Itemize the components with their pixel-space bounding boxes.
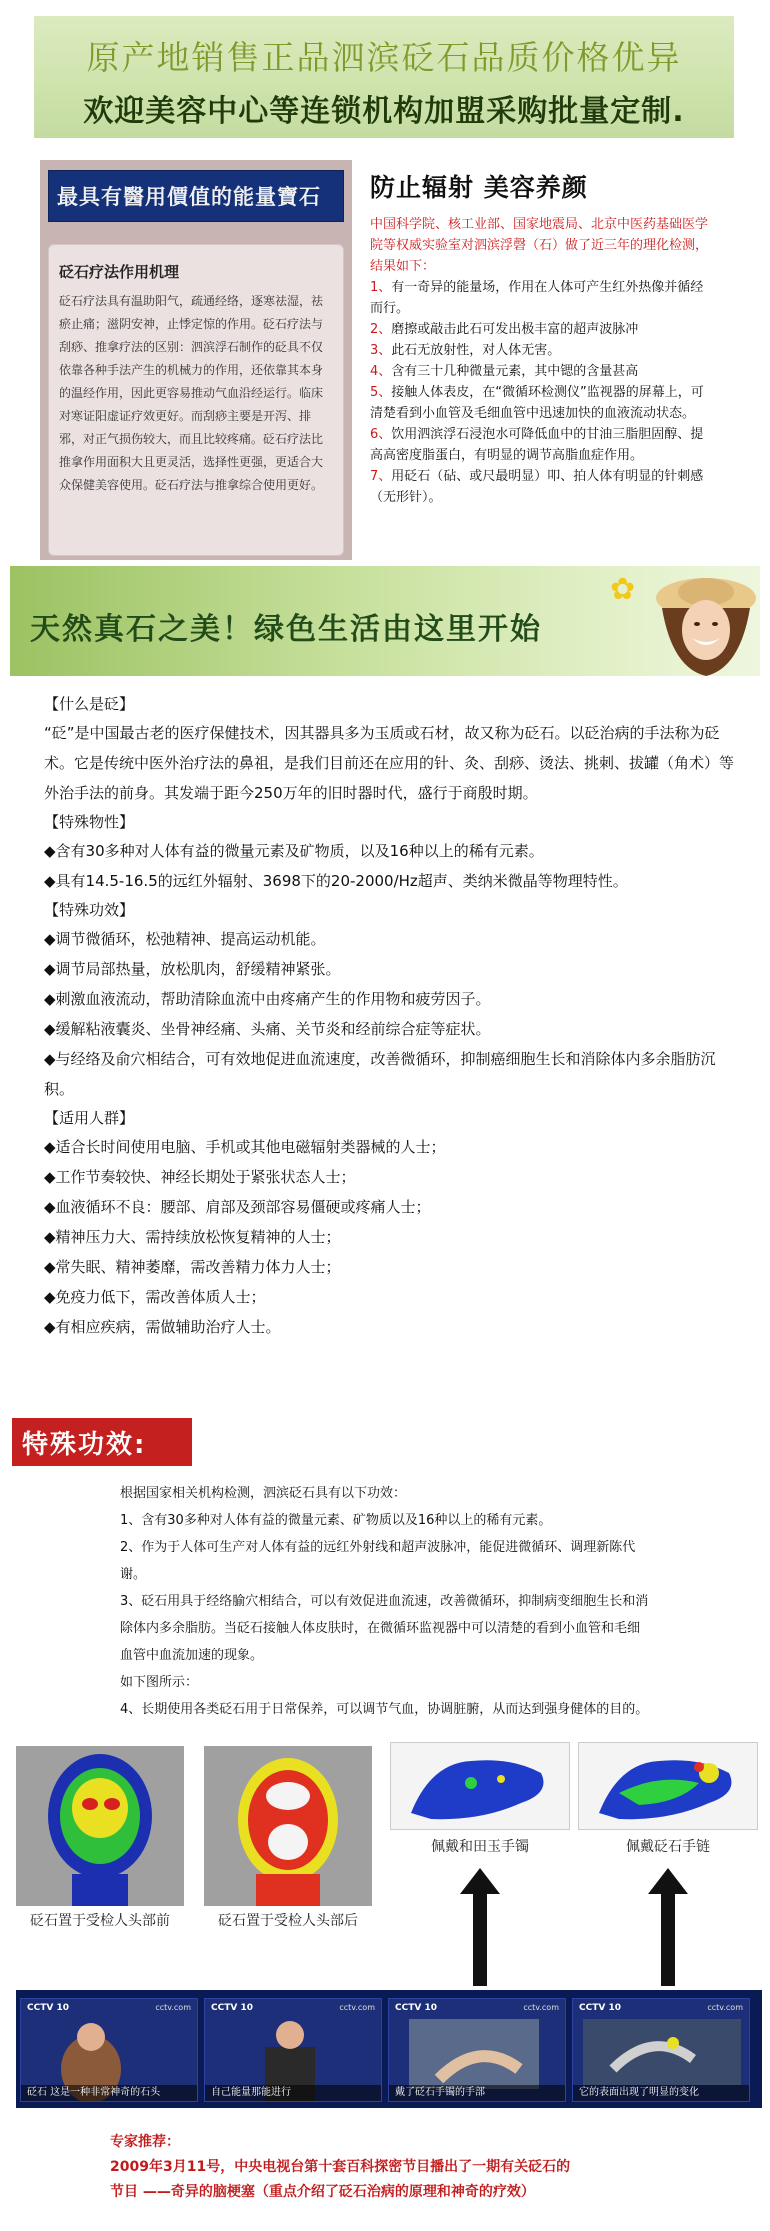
tv-caption: 砭石 这是一种非常神奇的石头 [21,2085,197,2101]
special-item: 1、含有30多种对人体有益的微量元素、矿物质以及16种以上的稀有元素。 [120,1513,552,1528]
hand-bian-caption: 佩戴砭石手链 [626,1839,710,1855]
special-effect-detail [120,1480,650,1723]
mechanism-card-body: 砭石疗法具有温助阳气，疏通经络，逐寒祛湿，祛瘀止痛；滋阴安神，止悸定惊的作用。砭石疗法与刮痧、推拿疗法的区别：泗滨浮石制作的砭具不仅依靠各种手法产生的机械力的作用，还依靠其本身的温经作用，因此更容易推动气血沿经运行。临床对寒证阳虚证疗效更好。而刮痧主要是开泻、排邪，对正气损伤较大，而且比较疼痛。砭石疗法比推拿作用面积大且更灵活，选择性更强，更适合大众保健美容使用。砭石疗法与推拿综合使用更好。 [59,294,324,492]
intro-item: 2、磨擦或敲击此石可发出极丰富的超声波脉冲 [370,322,639,337]
special-item: 如下图所示： [120,1675,199,1690]
tv-caption: 自己能量那能进行 [205,2085,381,2101]
section-paragraph: ◆精神压力大、需持续放松恢复精神的人士； [44,1228,341,1246]
banner-line-2: 欢迎美容中心等连锁机构加盟采购批量定制. [83,94,685,129]
hand-jade-caption: 佩戴和田玉手镯 [431,1839,529,1855]
smiling-woman-image [652,568,760,676]
special-intro: 根据国家相关机构检测，泗滨砭石具有以下功效： [120,1486,407,1501]
section-paragraph: ◆血液循环不良：腰部、肩部及颈部容易僵硬或疼痛人士； [44,1198,431,1216]
tv-frame: CCTV 10 cctv.com 戴了砭石手镯的手部 [388,1998,566,2102]
expert-recommendation [110,2130,710,2205]
expert-label: 专家推荐： [110,2134,180,2150]
intro-item: 6、饮用泗滨浮石浸泡水可降低血中的甘油三脂胆固醇、提高高密度脂蛋白，有明显的调节高脂血症作用。 [370,427,704,463]
intro-right-panel [370,168,712,508]
main-content [44,690,734,1342]
butterfly-icon: ✿ [610,572,636,607]
hand-bian-bracelet-image [578,1742,758,1830]
mechanism-card-title: 砭石疗法作用机理 [59,263,180,281]
section-paragraph: ◆工作节奏较快、神经长期处于紧张状态人士； [44,1168,356,1186]
special-item: 2、作为于人体可生产对人体有益的远红外射线和超声波脉冲，能促进微循环、调理新陈代谢。 [120,1540,636,1582]
section-paragraph: ◆刺激血液流动，帮助清除血流中由疼痛产生的作用物和疲劳因子。 [44,990,491,1008]
section-paragraph: ◆调节局部热量，放松肌肉，舒缓精神紧张。 [44,960,341,978]
medical-value-badge: 最具有醫用價值的能量寶石 [48,170,344,222]
section-paragraph: ◆含有30多种对人体有益的微量元素及矿物质，以及16种以上的稀有元素。 [44,842,544,860]
tv-caption: 戴了砭石手镯的手部 [389,2085,565,2101]
section-title: 【特殊功效】 [44,901,135,919]
intro-item: 3、此石无放射性，对人体无害。 [370,343,561,358]
expert-line: 节目 ——奇异的脑梗塞（重点介绍了砭石治病的原理和神奇的疗效） [110,2184,535,2200]
thermal-image-after [204,1746,372,1906]
expert-line: 2009年3月11号，中央电视台第十套百科探密节目播出了一期有关砭石的 [110,2159,571,2175]
section-paragraph: ◆适合长时间使用电脑、手机或其他电磁辐射类器械的人士； [44,1138,446,1156]
hand-jade-bracelet-image [390,1742,570,1830]
section-paragraph: ◆调节微循环，松弛精神、提高运动机能。 [44,930,326,948]
section-paragraph: ◆缓解粘液囊炎、坐骨神经痛、头痛、关节炎和经前综合症等症状。 [44,1020,491,1038]
intro-item: 1、有一奇异的能量场，作用在人体可产生红外热像并循经而行。 [370,280,704,316]
section-title: 【适用人群】 [44,1109,135,1127]
intro-left-panel [40,160,352,560]
tv-screenshot-strip [16,1990,762,2108]
intro-right-heading: 防止辐射 美容养颜 [370,173,588,202]
intro-right-lead: 中国科学院、核工业部、国家地震局、北京中医药基础医学院等权威实验室对泗滨浮磬（石）做了近三年的理化检测，结果如下： [370,217,709,274]
arrow-up-icon [648,1868,688,1986]
tv-frame: CCTV 10 cctv.com 自己能量那能进行 [204,1998,382,2102]
intro-item: 5、接触人体表皮，在“微循环检测仪”监视器的屏幕上，可清楚看到小血管及毛细血管中迅速加快的血液流动状态。 [370,385,704,421]
special-item: 4、长期使用各类砭石用于日常保养，可以调节气血，协调脏腑，从而达到强身健体的目的。 [120,1702,649,1717]
mechanism-card [48,244,344,556]
tv-frame: CCTV 10 cctv.com 它的表面出现了明显的变化 [572,1998,750,2102]
arrow-up-icon [460,1868,500,1986]
top-banner [34,16,734,138]
banner-line-1: 原产地销售正品泗滨砭石品质价格优异 [86,38,682,77]
thermal-image-before [16,1746,184,1906]
intro-item: 7、用砭石（砧、或尺最明显）叩、拍人体有明显的针刺感（无形针）。 [370,469,704,505]
thermal-after-caption: 砭石置于受检人头部后 [218,1913,358,1929]
tv-caption: 它的表面出现了明显的变化 [573,2085,749,2101]
section-paragraph: “砭”是中国最古老的医疗保健技术，因其器具多为玉质或石材，故又称为砭石。以砭治病的手法称为砭术。它是传统中医外治疗法的鼻祖，是我们目前还在应用的针、灸、刮痧、烫法、挑刺、拔罐（角术）等外治手法的前身。其发端于距今250万年的旧时器时代，盛行于商殷时期。 [44,724,735,802]
section-title: 【特殊物性】 [44,813,135,831]
section-paragraph: ◆有相应疾病，需做辅助治疗人士。 [44,1318,281,1336]
special-item: 3、砭石用具于经络腧穴相结合，可以有效促进血流速，改善微循环，抑制病变细胞生长和消除体内多余脂肪。当砭石接触人体皮肤时，在微循环监视器中可以清楚的看到小血管和毛细血管中血流加速的现象。 [120,1594,649,1663]
special-effect-header: 特殊功效: [12,1418,192,1466]
section-title: 【什么是砭】 [44,695,135,713]
slogan-banner [10,566,760,676]
thermal-before-caption: 砭石置于受检人头部前 [30,1913,170,1929]
section-paragraph: ◆免疫力低下，需改善体质人士； [44,1288,266,1306]
intro-item: 4、含有三十几种微量元素，其中锶的含量甚高 [370,364,639,379]
section-paragraph: ◆常失眠、精神萎靡，需改善精力体力人士； [44,1258,341,1276]
tv-frame: CCTV 10 cctv.com 砭石 这是一种非常神奇的石头 [20,1998,198,2102]
section-paragraph: ◆具有14.5-16.5的远红外辐射、3698下的20-2000/Hz超声、类纳米微晶等物理特性。 [44,872,628,890]
section-paragraph: ◆与经络及俞穴相结合，可有效地促进血流速度，改善微循环，抑制癌细胞生长和消除体内多余脂肪沉积。 [44,1050,716,1098]
slogan-text: 天然真石之美！绿色生活由这里开始 [30,612,542,647]
